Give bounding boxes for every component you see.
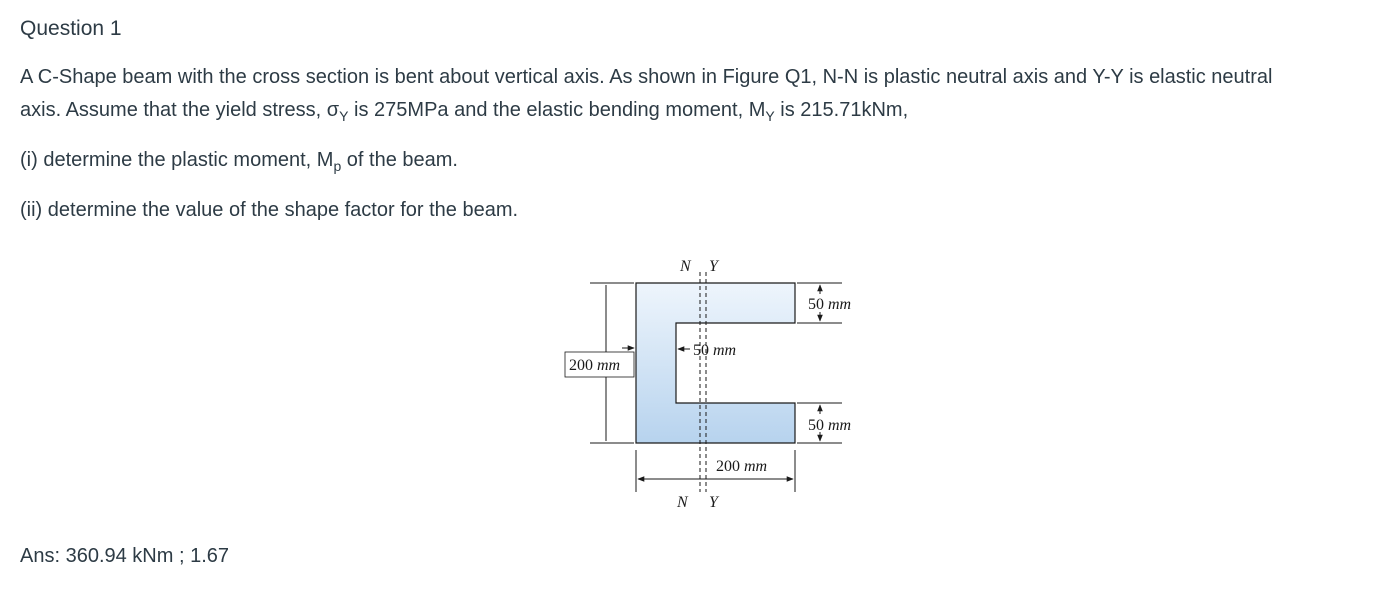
question-text-line-1: A C-Shape beam with the cross section is bent about vertical axis. As shown in Figure Q1, N-N is plastic neutral axis and Y-Y is elastic neutral: [20, 66, 1273, 88]
width-dim-number: 200: [716, 458, 740, 475]
axis-y-bottom-label: Y: [709, 494, 718, 511]
c-section-shape: [636, 283, 795, 443]
top-flange-dim-number: 50: [808, 296, 824, 313]
part-i-text-a: (i) determine the plastic moment, M: [20, 149, 334, 171]
answer-text: Ans: 360.94 kNm ; 1.67: [20, 545, 230, 567]
bottom-flange-dim-unit: mm: [828, 417, 852, 434]
part-i-text-b: of the beam.: [341, 149, 458, 171]
width-dim-unit: mm: [744, 458, 768, 475]
c-section-figure: [560, 248, 870, 518]
bottom-flange-dim-number: 50: [808, 417, 824, 434]
top-flange-dim-unit: mm: [828, 296, 852, 313]
bottom-flange-dimension-label: [808, 417, 851, 434]
yield-stress-subscript: Y: [339, 108, 349, 124]
web-dim-unit: mm: [713, 342, 737, 359]
line2-text-a: axis. Assume that the yield stress, σ: [20, 99, 340, 121]
height-dim-unit: mm: [597, 357, 621, 374]
moment-subscript: Y: [765, 108, 775, 124]
line2-text-c: is 215.71kNm,: [774, 99, 909, 121]
height-dim-number: 200: [569, 357, 593, 374]
line2-text-b: is 275MPa and the elastic bending moment, M: [348, 99, 766, 121]
web-dim-number: 50: [693, 342, 709, 359]
plastic-moment-subscript: p: [333, 158, 342, 174]
question-text-line-2: [20, 94, 908, 128]
axis-n-top-label: N: [680, 258, 691, 275]
top-flange-dimension-label: [808, 296, 851, 313]
question-part-i: [20, 144, 458, 178]
question-part-ii: (ii) determine the value of the shape factor for the beam.: [20, 199, 519, 221]
axis-n-bottom-label: N: [677, 494, 688, 511]
question-title: Question 1: [20, 17, 122, 40]
web-dimension-label: [693, 342, 736, 359]
axis-y-top-label: Y: [709, 258, 718, 275]
